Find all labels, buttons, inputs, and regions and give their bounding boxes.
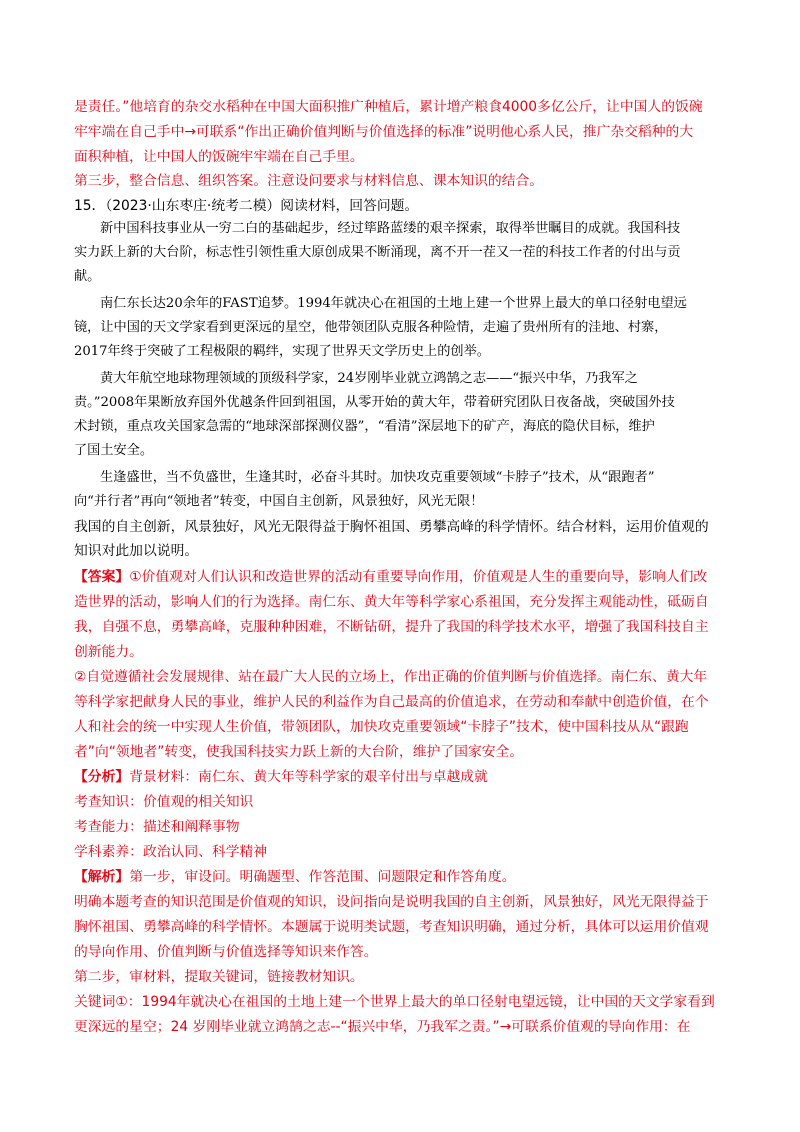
explanation-line: 第二步，审材料，提取关键词，链接教材知识。	[74, 969, 364, 985]
explanation-line: 更深远的星空；24 岁刚毕业就立鸿鹄之志--“振兴中华，乃我军之责。”→可联系价值观的导向作用：在	[74, 1019, 691, 1035]
material-paragraph: 镜，让中国的天文学家看到更深远的星空，他带领团队克服各种险情，走遍了贵州所有的洼地、村寨，	[74, 320, 668, 335]
analysis-text: 背景材料：南仁东、黄大年等科学家的艰辛付出与卓越成就	[129, 769, 488, 785]
text-line: 面积种植，让中国人的饭碗牢牢端在自己手里。	[74, 149, 364, 165]
text-line: 牢牢端在自己手中→可联系“作出正确价值判断与价值选择的标准”说明他心系人民，推广杂交稻种的大	[74, 124, 694, 140]
analysis-line: 考查知识：价值观的相关知识	[74, 794, 254, 810]
question-prompt: 知识对此加以说明。	[74, 543, 199, 559]
explanation-line	[74, 867, 728, 887]
answer-line: ②自觉遵循社会发展规律、站在最广大人民的立场上，作出正确的价值判断与价值选择。南仁东、黄大年	[74, 669, 708, 685]
material-paragraph: 实力跃上新的大台阶，标志性引领性重大原创成果不断涌现，离不开一茬又一茬的科技工作者的付出与贡	[74, 245, 681, 260]
text-line: 第三步，整合信息、组织答案。注意设问要求与材料信息、课本知识的结合。	[74, 173, 544, 189]
material-paragraph: 责。”2008年果断放弃国外优越条件回到祖国，从零开始的黄大年，带着研究团队日夜备战，突破国外技	[74, 395, 675, 410]
question-prompt: 我国的自主创新，风景独好，风光无限得益于胸怀祖国、勇攀高峰的科学情怀。结合材料，运用价值观的	[74, 519, 709, 535]
material-paragraph: 了国土安全。	[74, 443, 154, 458]
explanation-line: 明确本题考查的知识范围是价值观的知识，设问指向是说明我国的自主创新，风景独好，风光无限得益于	[74, 894, 709, 910]
analysis-line	[74, 767, 728, 787]
analysis-tag: 【分析】	[74, 769, 130, 785]
material-paragraph: 生逢盛世，当不负盛世，生逢其时，必奋斗其时。加快攻克重要领域“卡脖子”技术，从“跟跑者”	[100, 470, 655, 485]
analysis-line: 考查能力：描述和阐释事物	[74, 819, 240, 835]
text-line: 是责任。”他培育的杂交水稻种在中国大面积推广种植后，累计增产粮食4000多亿公斤，让中国人的饭碗	[74, 99, 703, 115]
question-heading: 15．（2023·山东枣庄·统考二模）阅读材料，回答问题。	[74, 198, 419, 214]
material-paragraph: 新中国科技事业从一穷二白的基础起步，经过筚路蓝缕的艰辛探索，取得举世瞩目的成就。我国科技	[100, 221, 681, 236]
answer-line: 创新能力。	[74, 644, 143, 660]
analysis-line: 学科素养：政治认同、科学精神	[74, 844, 268, 860]
answer-line: 我，自强不息，勇攀高峰，克服种种困难，不断钻研，提升了我国的科学技术水平，增强了我国科技自主	[74, 619, 709, 635]
material-paragraph: 献。	[74, 269, 101, 284]
answer-line: 等科学家把献身人民的事业，维护人民的利益作为自己最高的价值追求，在劳动和奉献中创造价值，在个	[74, 694, 709, 710]
material-paragraph: 黄大年航空地球物理领域的顶级科学家，24岁刚毕业就立鸿鹄之志——“振兴中华，乃我军之	[100, 371, 638, 386]
material-paragraph: 向“并行者”再向“领地者”转变，中国自主创新，风景独好，风光无限！	[74, 494, 484, 509]
material-paragraph: 2017年终于突破了工程极限的羁绊，实现了世界天文学历史上的创举。	[74, 344, 490, 359]
explanation-line: 的导向作用、价值判断与价值选择等知识来作答。	[74, 944, 378, 960]
answer-line	[74, 567, 728, 587]
material-paragraph: 南仁东长达20余年的FAST追梦。1994年就决心在祖国的土地上建一个世界上最大的单口径射电望远	[100, 296, 687, 311]
answer-line: 造世界的活动，影响人们的行为选择。南仁东、黄大年等科学家心系祖国，充分发挥主观能动性，砥砺自	[74, 594, 709, 610]
material-paragraph: 术封锁，重点攻关国家急需的“地球深部探测仪器”，“看清”深层地下的矿产，海底的隐伏目标，维护	[74, 419, 655, 434]
explanation-line: 关键词①：1994年就决心在祖国的土地上建一个世界上最大的单口径射电望远镜，让中国的天文学家看到	[74, 994, 715, 1010]
explanation-tag: 【解析】	[74, 869, 130, 885]
explanation-text: 第一步，审设问。明确题型、作答范围、问题限定和作答角度。	[129, 869, 516, 885]
answer-line: 人和社会的统一中实现人生价值，带领团队，加快攻克重要领域“卡脖子”技术，使中国科技从从“跟跑	[74, 719, 689, 735]
answer-text: ①价值观对人们认识和改造世界的活动有重要导向作用，价值观是人生的重要向导，影响人们改	[129, 569, 708, 585]
answer-line: 者”向“领地者”转变，使我国科技实力跃上新的大台阶，维护了国家安全。	[74, 744, 524, 760]
answer-tag: 【答案】	[74, 569, 130, 585]
explanation-line: 胸怀祖国、勇攀高峰的科学情怀。本题属于说明类试题，考查知识明确，通过分析，具体可以运用价值观	[74, 919, 709, 935]
